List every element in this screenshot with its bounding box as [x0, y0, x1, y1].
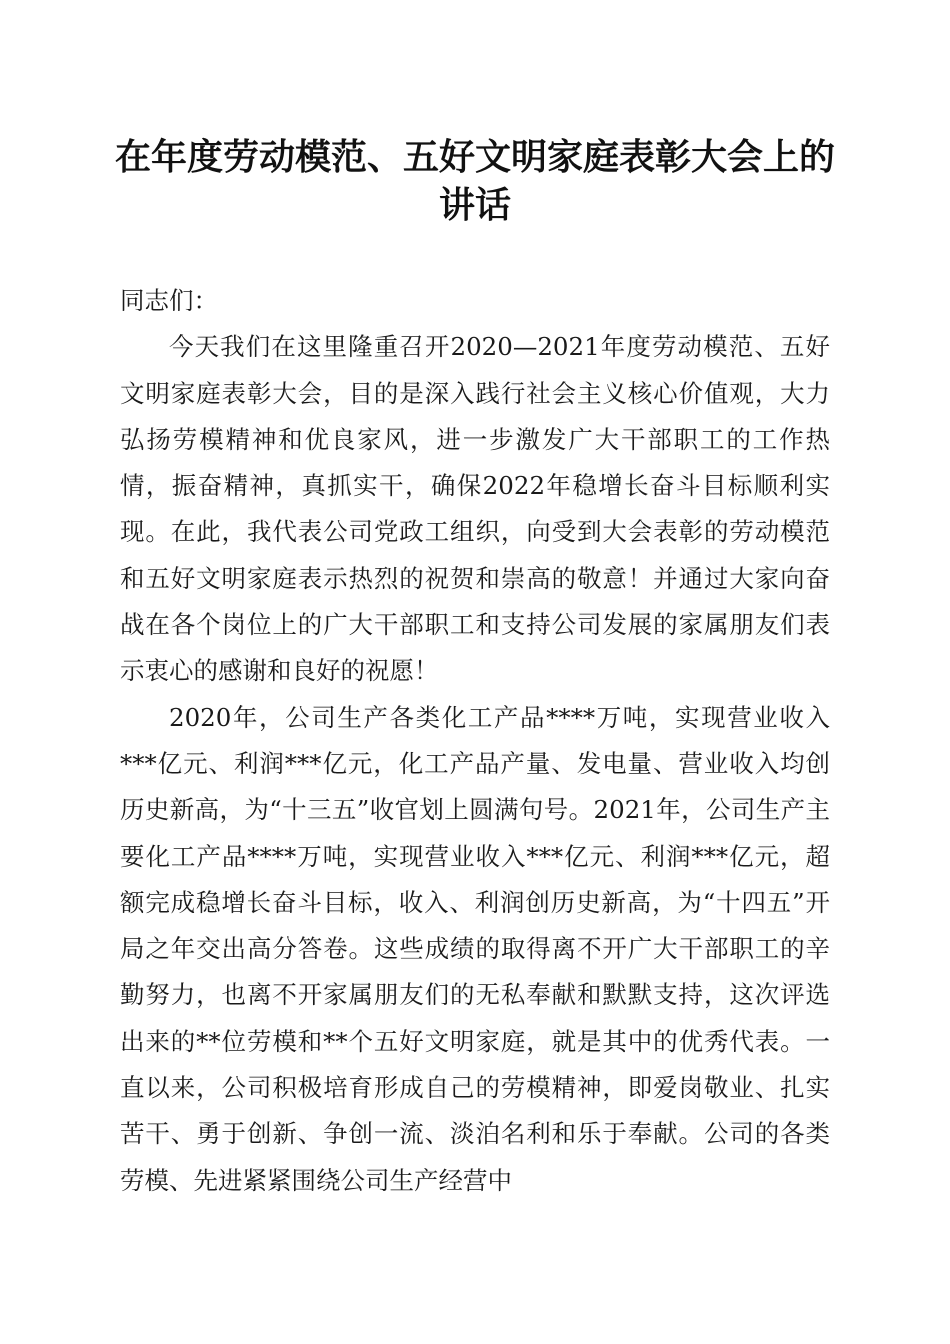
paragraph-2: 2020年，公司生产各类化工产品****万吨，实现营业收入***亿元、利润***亿元，化工产品产量、发电量、营业收入均创历史新高，为“十三五”收官划上圆满句号。2021年，公司生产主要化工产品****万吨，实现营业收入***亿元、利润***亿元，超额完成稳增长奋斗目标，收入、利润创历史新高，为“十四五”开局之年交出高分答卷。这些成绩的取得离不开广大干部职工的辛勤努力，也离不开家属朋友们的无私奉献和默默支持，这次评选出来的**位劳模和**个五好文明家庭，就是其中的优秀代表。一直以来，公司积极培育形成自己的劳模精神，即爱岗敬业、扎实苦干、勇于创新、争创一流、淡泊名利和乐于奉献。公司的各类劳模、先进紧紧围绕公司生产经营中	[120, 702, 830, 1195]
document-body	[120, 278, 830, 1204]
paragraph-1: 今天我们在这里隆重召开2020—2021年度劳动模范、五好文明家庭表彰大会，目的是深入践行社会主义核心价值观，大力弘扬劳模精神和优良家风，进一步激发广大干部职工的工作热情，振奋精神，真抓实干，确保2022年稳增长奋斗目标顺利实现。在此，我代表公司党政工组织，向受到大会表彰的劳动模范和五好文明家庭表示热烈的祝贺和崇高的敬意！并通过大家向奋战在各个岗位上的广大干部职工和支持公司发展的家属朋友们表示衷心的感谢和良好的祝愿！	[120, 332, 830, 686]
document-title: 在年度劳动模范、五好文明家庭表彰大会上的讲话	[114, 136, 835, 226]
salutation: 同志们：	[120, 286, 218, 315]
